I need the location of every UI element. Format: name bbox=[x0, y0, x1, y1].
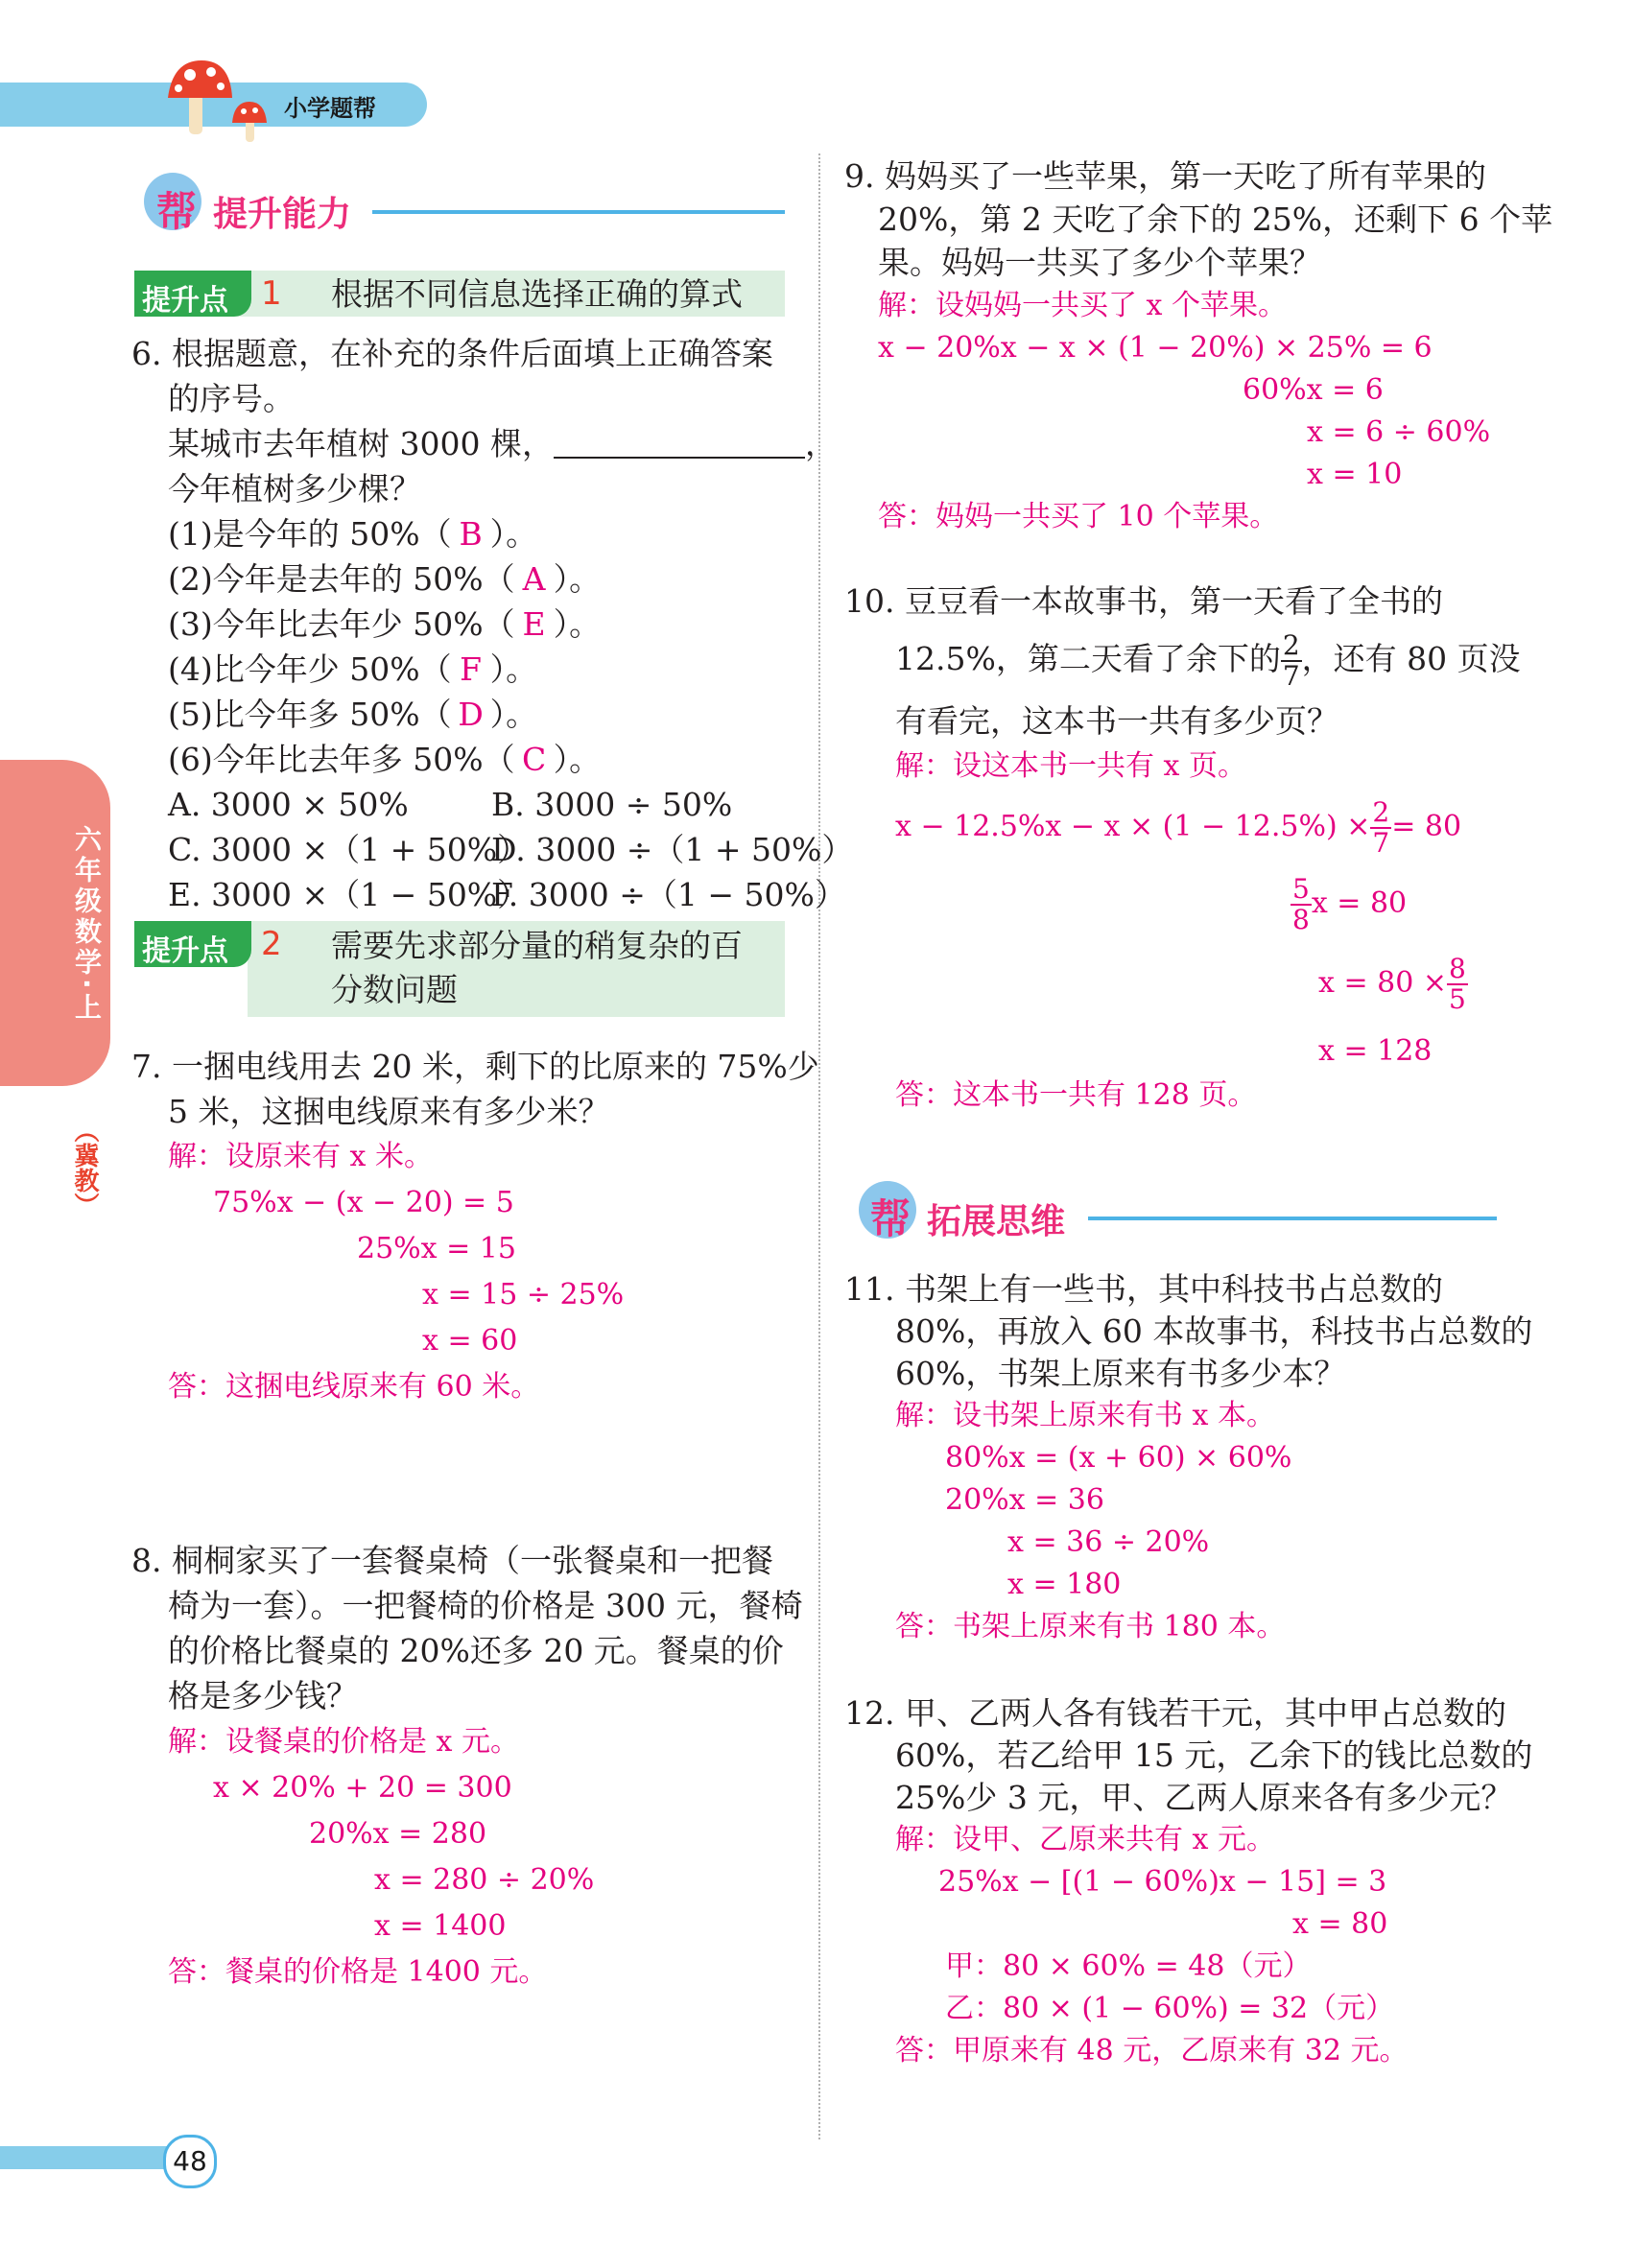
q6-option: A. 3000 × 50% bbox=[168, 786, 409, 823]
q6-option: C. 3000 ×（1 + 50%） bbox=[168, 831, 530, 868]
q10-solution-fraction bbox=[1447, 955, 1468, 1014]
q6-item-answer: C bbox=[521, 741, 547, 778]
fraction-numerator: 5 bbox=[1292, 873, 1310, 905]
q10-line bbox=[895, 631, 1521, 691]
q6-condition-text: 某城市去年植树 3000 棵， bbox=[168, 425, 554, 462]
q6-item bbox=[168, 737, 601, 782]
q6-item-text: (1)是今年的 50%（ bbox=[168, 515, 452, 553]
brand-label: 小学题帮 bbox=[284, 95, 376, 122]
q10-line-text: 12.5%，第二天看了余下的 bbox=[895, 640, 1281, 677]
q8-line: 的价格比餐桌的 20%还多 20 元。餐桌的价 bbox=[168, 1632, 784, 1669]
fraction-denominator: 7 bbox=[1282, 660, 1300, 692]
q6-item-end: ）。 bbox=[489, 696, 538, 733]
q12-solution-line: x = 80 bbox=[1292, 1907, 1388, 1941]
q6-item-end: ）。 bbox=[489, 515, 538, 553]
point-text: 需要先求部分量的稍复杂的百 bbox=[331, 927, 743, 964]
q10-solution-fraction bbox=[1370, 798, 1391, 858]
q9-line: 果。妈妈一共买了多少个苹果？ bbox=[878, 244, 1321, 281]
q6-item-text: (3)今年比去年少 50%（ bbox=[168, 605, 515, 643]
q7-solution-line: 解：设原来有 x 米。 bbox=[168, 1140, 433, 1173]
q12-answer: 答：甲原来有 48 元，乙原来有 32 元。 bbox=[895, 2034, 1409, 2067]
q10-line: 10. 豆豆看一本故事书，第一天看了全书的 bbox=[844, 582, 1443, 620]
point-tag-label: 提升点 bbox=[142, 284, 228, 318]
q10-answer: 答：这本书一共有 128 页。 bbox=[895, 1078, 1257, 1112]
q6-option: D. 3000 ÷（1 + 50%） bbox=[491, 831, 854, 868]
point-text: 根据不同信息选择正确的算式 bbox=[331, 275, 743, 313]
q11-line: 11. 书架上有一些书，其中科技书占总数的 bbox=[844, 1270, 1443, 1308]
q12-solution-line: 解：设甲、乙原来共有 x 元。 bbox=[895, 1823, 1275, 1856]
fraction-numerator: 2 bbox=[1282, 629, 1300, 661]
q9-answer: 答：妈妈一共买了 10 个苹果。 bbox=[878, 500, 1279, 533]
q6-option: B. 3000 ÷ 50% bbox=[491, 786, 733, 823]
q12-line: 25%少 3 元，甲、乙两人原来各有多少元？ bbox=[895, 1779, 1513, 1816]
q6-option: E. 3000 ×（1 − 50%） bbox=[168, 876, 530, 913]
q12-solution-line: 乙：80 × (1 − 60%) = 32（元） bbox=[945, 1992, 1395, 2025]
q6-item bbox=[168, 602, 601, 647]
q9-solution-line: x = 10 bbox=[1307, 458, 1403, 491]
q11-line: 80%，再放入 60 本故事书，科技书占总数的 bbox=[895, 1312, 1533, 1350]
q12-line: 12. 甲、乙两人各有钱若干元，其中甲占总数的 bbox=[844, 1694, 1506, 1732]
fraction-numerator: 8 bbox=[1448, 953, 1466, 984]
q8-solution-line: x × 20% + 20 = 300 bbox=[213, 1771, 512, 1805]
q10-line: 有看完，这本书一共有多少页？ bbox=[895, 702, 1338, 740]
q6-option: F. 3000 ÷（1 − 50%） bbox=[491, 876, 846, 913]
q10-solution-fraction bbox=[1291, 875, 1312, 934]
page-number: 48 bbox=[173, 2145, 207, 2177]
section-title: 提升能力 bbox=[213, 195, 352, 234]
q11-solution-line: x = 36 ÷ 20% bbox=[1007, 1525, 1210, 1559]
q10-solution-line bbox=[1318, 955, 1468, 1014]
section-title-line bbox=[1088, 1217, 1497, 1220]
q9-solution-line: 60%x = 6 bbox=[1243, 373, 1384, 407]
q6-item bbox=[168, 647, 537, 692]
point-number: 2 bbox=[261, 925, 282, 963]
q8-solution-line: x = 1400 bbox=[374, 1909, 507, 1943]
section-title-line bbox=[372, 210, 785, 214]
q11-solution-line: 解：设书架上原来有书 x 本。 bbox=[895, 1399, 1275, 1432]
mushroom-icon bbox=[163, 56, 278, 148]
q6-item-answer: A bbox=[522, 560, 546, 598]
q10-solution-line: 解：设这本书一共有 x 页。 bbox=[895, 749, 1246, 783]
q6-item-answer: D bbox=[458, 696, 484, 733]
q12-solution-line: 25%x − [(1 − 60%)x − 15] = 3 bbox=[938, 1865, 1387, 1899]
section-title-char: 帮 bbox=[156, 188, 198, 235]
q6-item-answer: B bbox=[459, 515, 483, 553]
q6-line: 的序号。 bbox=[168, 380, 295, 417]
q8-line: 8. 桐桐家买了一套餐桌椅（一张餐桌和一把餐 bbox=[131, 1542, 773, 1579]
point-tag-label: 提升点 bbox=[142, 934, 228, 968]
q11-solution-line: 20%x = 36 bbox=[945, 1483, 1104, 1517]
q11-answer: 答：书架上原来有书 180 本。 bbox=[895, 1610, 1286, 1643]
edition-label: （冀教） bbox=[70, 1118, 99, 1217]
q10-solution-text: x − 12.5%x − x × (1 − 12.5%) × bbox=[895, 810, 1371, 843]
q12-line: 60%，若乙给甲 15 元，乙余下的钱比总数的 bbox=[895, 1736, 1533, 1774]
q9-solution-line: x − 20%x − x × (1 − 20%) × 25% = 6 bbox=[878, 331, 1433, 365]
q9-solution-line: 解：设妈妈一共买了 x 个苹果。 bbox=[878, 289, 1287, 322]
q6-condition-end: ， bbox=[804, 425, 837, 462]
q6-item bbox=[168, 511, 537, 556]
grade-label: 六年级数学·上 bbox=[71, 825, 103, 1024]
q9-solution-line: x = 6 ÷ 60% bbox=[1307, 415, 1491, 449]
q6-item-text: (5)比今年多 50%（ bbox=[168, 696, 452, 733]
q6-item-text: (4)比今年少 50%（ bbox=[168, 650, 452, 688]
q8-solution-line: 解：设餐桌的价格是 x 元。 bbox=[168, 1725, 519, 1759]
fraction-denominator: 7 bbox=[1372, 827, 1390, 859]
q9-line: 9. 妈妈买了一些苹果，第一天吃了所有苹果的 bbox=[844, 157, 1486, 195]
q6-item-end: ）。 bbox=[489, 650, 538, 688]
q7-line: 5 米，这捆电线原来有多少米？ bbox=[168, 1093, 610, 1130]
point-text: 分数问题 bbox=[331, 971, 458, 1008]
q8-solution-line: x = 280 ÷ 20% bbox=[374, 1863, 595, 1897]
q6-item-answer: E bbox=[522, 605, 546, 643]
fraction-denominator: 5 bbox=[1448, 983, 1466, 1015]
section-title: 拓展思维 bbox=[927, 1202, 1066, 1241]
q8-line: 格是多少钱？ bbox=[168, 1677, 358, 1714]
q6-condition-blank bbox=[554, 428, 805, 459]
q6-line: 今年植树多少棵？ bbox=[168, 470, 421, 508]
fraction-denominator: 8 bbox=[1292, 904, 1310, 935]
q10-solution-text: x = 80 × bbox=[1318, 966, 1447, 1000]
q8-solution-line: 20%x = 280 bbox=[309, 1817, 487, 1851]
q10-line-text: ，还有 80 页没 bbox=[1301, 640, 1521, 677]
q6-item-text: (2)今年是去年的 50%（ bbox=[168, 560, 515, 598]
q8-line: 椅为一套）。一把餐椅的价格是 300 元，餐椅 bbox=[168, 1587, 803, 1624]
q7-solution-line: 75%x − (x − 20) = 5 bbox=[213, 1186, 514, 1219]
q10-solution-line bbox=[1291, 875, 1407, 934]
section-title-char: 帮 bbox=[870, 1195, 912, 1242]
q10-fraction bbox=[1281, 631, 1302, 691]
point-number: 1 bbox=[261, 274, 282, 313]
q7-solution-line: 25%x = 15 bbox=[357, 1232, 516, 1265]
q10-solution-line bbox=[895, 798, 1461, 858]
fraction-numerator: 2 bbox=[1372, 796, 1390, 828]
q11-line: 60%，书架上原来有书多少本？ bbox=[895, 1355, 1346, 1392]
q8-answer: 答：餐桌的价格是 1400 元。 bbox=[168, 1955, 548, 1989]
q6-item-answer: F bbox=[460, 650, 483, 688]
q7-answer: 答：这捆电线原来有 60 米。 bbox=[168, 1370, 540, 1404]
q6-item-text: (6)今年比去年多 50%（ bbox=[168, 741, 515, 778]
q6-item-end: ）。 bbox=[553, 605, 602, 643]
q6-line: 6. 根据题意，在补充的条件后面填上正确答案 bbox=[131, 335, 773, 372]
q10-solution-text: = 80 bbox=[1391, 810, 1462, 843]
q7-solution-line: x = 15 ÷ 25% bbox=[422, 1278, 625, 1311]
q10-solution-line: x = 128 bbox=[1318, 1034, 1433, 1068]
q12-solution-line: 甲：80 × 60% = 48（元） bbox=[945, 1949, 1312, 1983]
q6-item-end: ）。 bbox=[553, 741, 602, 778]
q7-solution-line: x = 60 bbox=[422, 1324, 518, 1358]
q9-line: 20%，第 2 天吃了余下的 25%，还剩下 6 个苹 bbox=[878, 201, 1553, 238]
q6-item bbox=[168, 556, 601, 602]
q7-line: 7. 一捆电线用去 20 米，剩下的比原来的 75%少 bbox=[131, 1048, 819, 1085]
q6-condition bbox=[168, 421, 837, 466]
q11-solution-line: 80%x = (x + 60) × 60% bbox=[945, 1441, 1292, 1475]
q6-item bbox=[168, 692, 537, 737]
q11-solution-line: x = 180 bbox=[1007, 1568, 1122, 1601]
q10-solution-text: x = 80 bbox=[1311, 886, 1408, 920]
q6-item-end: ）。 bbox=[553, 560, 602, 598]
